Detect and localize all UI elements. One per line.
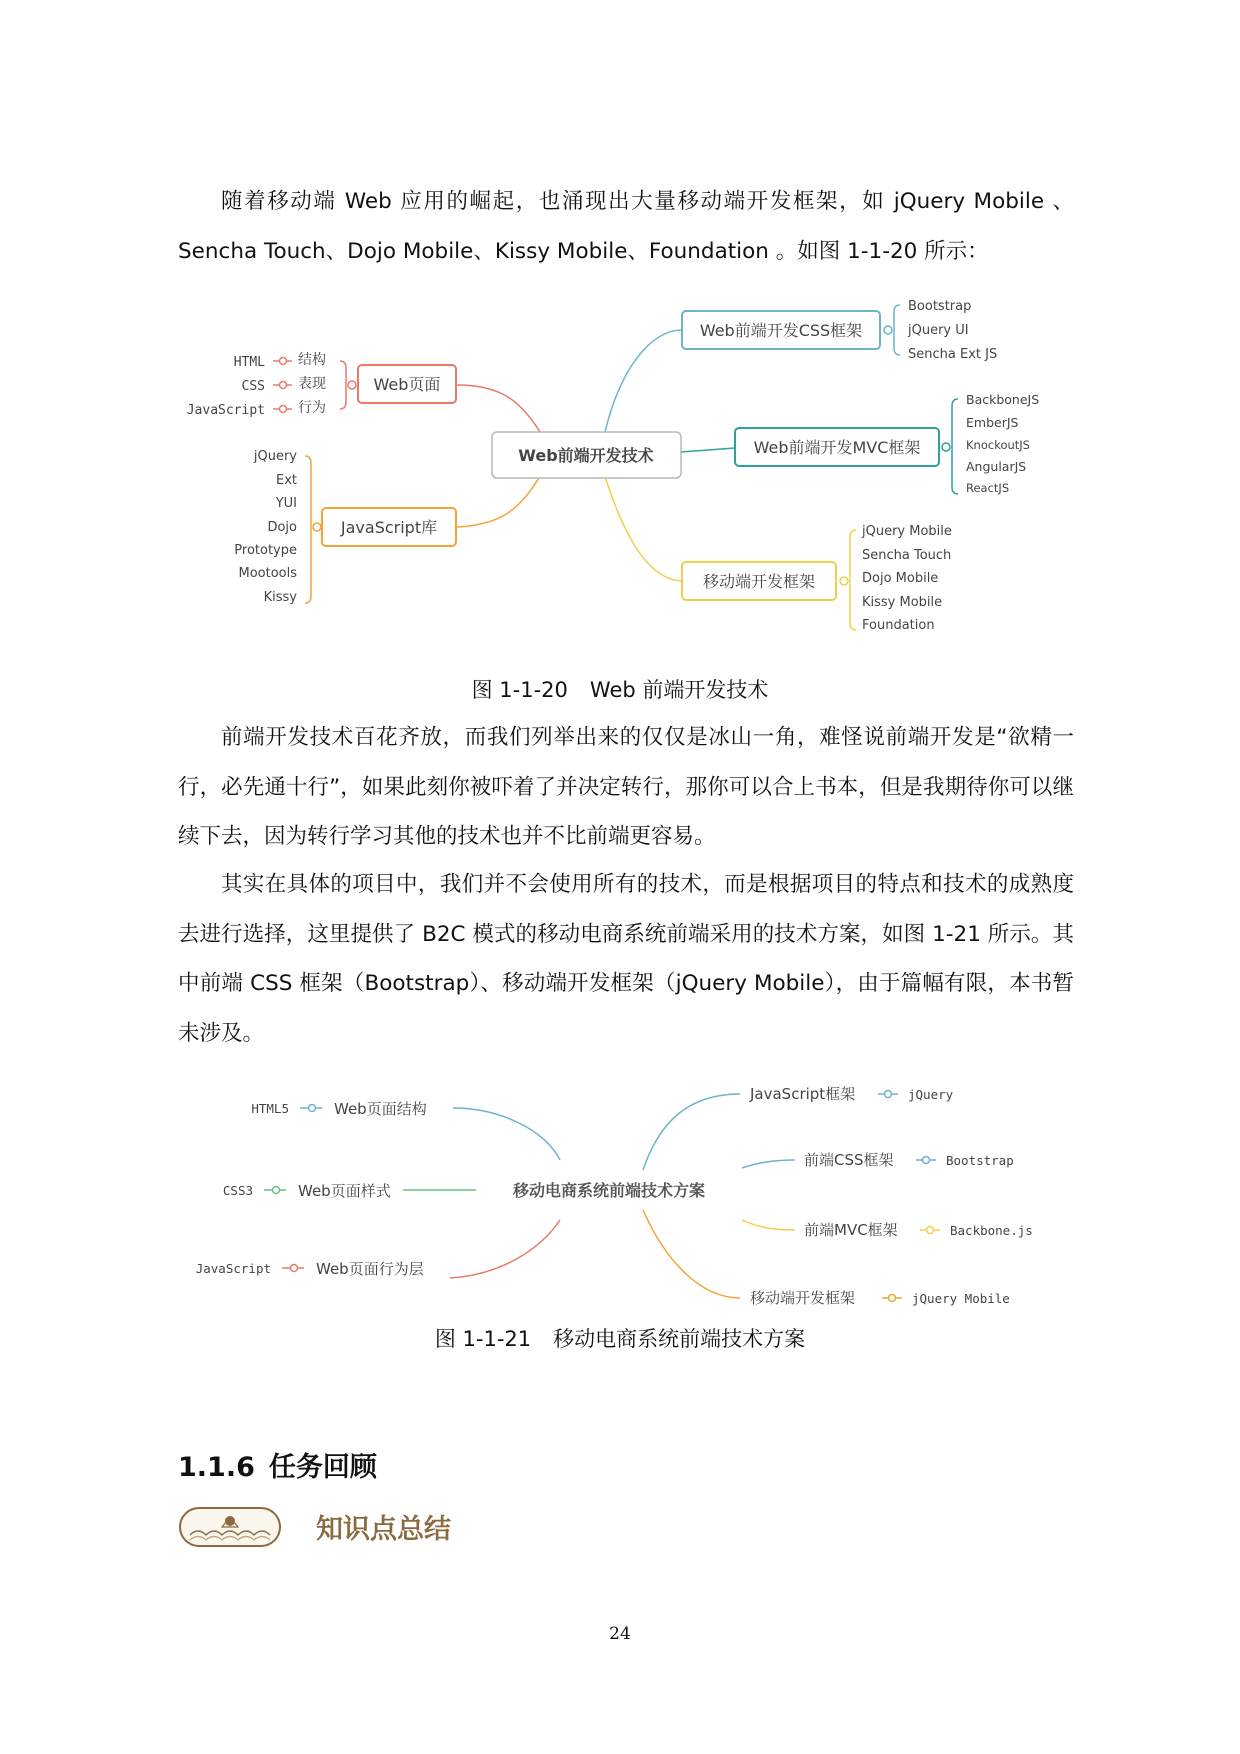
item-kissy-mobile: Kissy Mobile <box>862 595 943 610</box>
item-prototype: Prototype <box>234 543 297 558</box>
item-mootools: Mootools <box>238 566 297 581</box>
paragraph-frontend-diversity: 前端开发技术百花齐放，而我们列举出来的仅仅是冰山一角，难怪说前端开发是“欲精一行，必先通十行”，如果此刻你被吓着了并决定转行，那你可以合上书本，但是我期待你可以继续下去，因为转行学习其他的技术也并不比前端更容易。 <box>178 725 1074 849</box>
item-jquery-mobile: jQuery Mobile <box>862 524 952 539</box>
js-lib-label: JavaScript库 <box>340 518 438 537</box>
page-number: 24 <box>609 1624 631 1644</box>
item-foundation: Foundation <box>862 618 935 633</box>
item-reactjs: ReactJS <box>966 481 1010 495</box>
knowledge-summary-banner <box>178 1505 498 1549</box>
figure2-caption <box>0 1323 1240 1353</box>
intro-paragraph: 随着移动端 Web 应用的崛起，也涌现出大量移动端开发框架，如 jQuery Mobile 、Sencha Touch、Dojo Mobile、Kissy Mobile、Foundation 。如图 1-1-20 所示： <box>178 189 1074 264</box>
label-css-framework: 前端CSS框架 <box>804 1151 894 1169</box>
section-number: 1.1.6 <box>178 1452 255 1483</box>
right-branches <box>749 1085 1033 1307</box>
item-structure: 结构 <box>298 352 326 368</box>
item-jquery-ui: jQuery UI <box>908 323 969 338</box>
tech-css3: CSS3 <box>222 1183 253 1198</box>
item-presentation: 表现 <box>298 376 326 392</box>
item-sencha-ext-js: Sencha Ext JS <box>908 347 998 362</box>
item-dojo-mobile: Dojo Mobile <box>862 571 939 586</box>
paragraph-tech-selection: 其实在具体的项目中，我们并不会使用所有的技术，而是根据项目的特点和技术的成熟度去进行选择，这里提供了 B2C 模式的移动电商系统前端采用的技术方案，如图 1-21 所示。其中前端 CSS 框架（Bootstrap）、移动端开发框架（jQuery Mobile），由于篇幅有限，本书暂未涉及。 <box>178 872 1074 1046</box>
item-ext: Ext <box>275 473 297 488</box>
tech-bootstrap: Bootstrap <box>946 1153 1014 1168</box>
left-branches <box>196 1100 427 1278</box>
tech-javascript: JavaScript <box>195 1261 271 1276</box>
item-javascript: JavaScript <box>186 403 265 418</box>
item-dojo: Dojo <box>267 520 297 535</box>
mobile-framework-label: 移动端开发框架 <box>702 572 816 591</box>
label-web-page-style: Web页面样式 <box>298 1182 391 1200</box>
figure2-caption-text: 移动电商系统前端技术方案 <box>553 1327 806 1351</box>
item-behavior: 行为 <box>298 400 326 416</box>
item-jquery: jQuery <box>253 449 297 464</box>
section-heading <box>178 1445 377 1484</box>
wave-emblem-icon <box>178 1505 282 1549</box>
label-mobile-framework: 移动端开发框架 <box>750 1289 856 1307</box>
item-kissy: Kissy <box>263 590 297 605</box>
item-sencha-touch: Sencha Touch <box>862 548 952 563</box>
tech-jquery-mobile: jQuery Mobile <box>912 1291 1010 1306</box>
item-angularjs: AngularJS <box>966 459 1027 474</box>
label-web-page-behavior: Web页面行为层 <box>316 1260 424 1278</box>
center-node-label: Web前端开发技术 <box>518 446 654 465</box>
label-mvc-framework: 前端MVC框架 <box>804 1221 898 1239</box>
item-bootstrap: Bootstrap <box>908 299 972 314</box>
section-title-text: 任务回顾 <box>268 1452 377 1483</box>
css-framework-label: Web前端开发CSS框架 <box>699 321 863 340</box>
item-css: CSS <box>241 379 265 394</box>
label-js-framework: JavaScript框架 <box>750 1085 856 1103</box>
mvc-framework-label: Web前端开发MVC框架 <box>753 438 921 457</box>
item-yui: YUI <box>275 496 297 511</box>
figure2-caption-number: 图 1-1-21 <box>434 1327 532 1351</box>
tech-html5: HTML5 <box>251 1101 289 1116</box>
item-html: HTML <box>233 355 265 370</box>
item-backbonejs: BackboneJS <box>966 392 1040 407</box>
tech-backbonejs: Backbone.js <box>950 1223 1033 1238</box>
figure1-caption-number: 图 1-1-20 <box>471 678 568 702</box>
tech-jquery: jQuery <box>908 1087 954 1102</box>
figure1-caption-text: Web 前端开发技术 <box>589 678 769 702</box>
label-web-page-structure: Web页面结构 <box>334 1100 427 1118</box>
item-knockoutjs: KnockoutJS <box>966 438 1030 452</box>
knowledge-summary-label: 知识点总结 <box>316 1514 451 1545</box>
item-emberjs: EmberJS <box>966 415 1019 430</box>
web-page-label: Web页面 <box>373 375 441 394</box>
center-node-label: 移动电商系统前端技术方案 <box>512 1181 706 1200</box>
